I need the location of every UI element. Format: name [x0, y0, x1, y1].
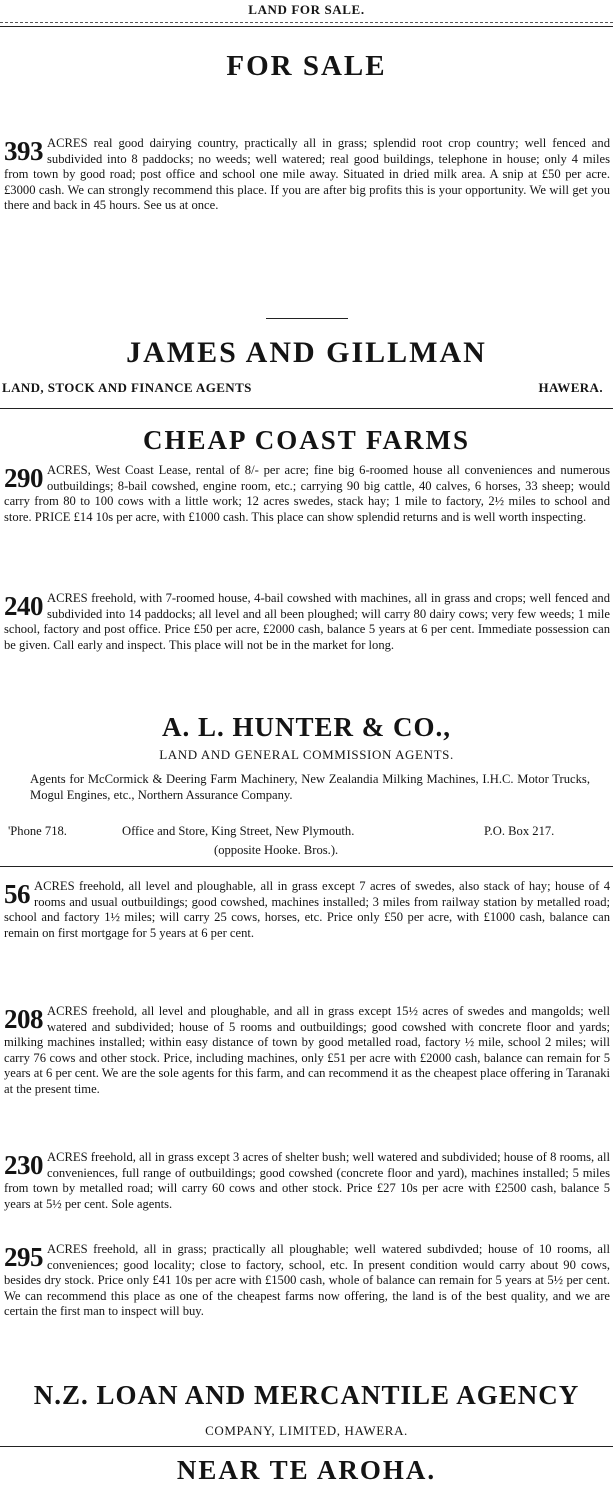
divider: [0, 26, 613, 27]
listing-acreage: 240: [4, 591, 43, 621]
agent-line: [0, 380, 613, 398]
agent-location: HAWERA.: [538, 380, 603, 395]
next-ad-heading: NEAR TE AROHA.: [176, 1455, 437, 1485]
agent-opposite: (opposite Hooke. Bros.).: [214, 843, 339, 857]
listing-text: ACRES real good dairying country, practically all in grass; splendid root crop country; well fenced and subdivided into 8 paddocks; no weeds; well watered; real good buildings, telephone in house; only 4 miles from town by good road; post office and school one mile away. Situated in dried milk area. A snip at £50 per acre. £3000 cash. We can strongly recommend this place. If you are after big profits this is your opportunity. We will get you there and back in 45 hours. See us at once.: [4, 136, 610, 212]
ad-heading: CHEAP COAST FARMS: [142, 425, 471, 455]
agent-po-box: P.O. Box 217.: [484, 824, 555, 838]
listing: [4, 1150, 610, 1212]
listing: [4, 591, 610, 653]
agent-name: A. L. HUNTER & CO.,: [161, 712, 451, 742]
divider: [0, 408, 613, 409]
agent-name: N.Z. LOAN AND MERCANTILE AGENCY: [33, 1380, 580, 1410]
divider: [0, 866, 613, 867]
listing-acreage: 295: [4, 1242, 43, 1272]
listing-text: ACRES freehold, all in grass; practically all ploughable; well watered subdivded; house of 10 rooms, all conveniences; good locality; close to factory, school, etc. In present condition would carry about 90 cows, besides dry stock. Price only £41 10s per acre with £1500 cash, whole of balance can remain for 5 years at 5½ per cent. We can recommend this place as one of the cheapest farms now offering, the land is of the best quality, and we are certain the first man to inspect will buy.: [4, 1242, 610, 1318]
agent-phone: 'Phone 718.: [8, 824, 67, 838]
agent-description: COMPANY, LIMITED, HAWERA.: [205, 1423, 408, 1438]
listing-acreage: 208: [4, 1004, 43, 1034]
agent-office: Office and Store, King Street, New Plymouth.: [122, 824, 355, 838]
listing-acreage: 56: [4, 879, 30, 909]
agent-description: LAND AND GENERAL COMMISSION AGENTS.: [159, 747, 454, 762]
listing: [4, 1242, 610, 1320]
section-heading: LAND FOR SALE.: [248, 2, 365, 17]
contact-row: [0, 824, 613, 840]
listing: [4, 136, 610, 214]
listing: [4, 463, 610, 525]
listing-text: ACRES, West Coast Lease, rental of 8/- per acre; fine big 6-roomed house all conveniences and numerous outbuildings; 8-bail cowshed, engine room, etc.; carrying 90 big cattle, 40 calves, 6 horses, 33 sheep; would carry from 80 to 100 cows with a little work; 12 acres swedes, stack hay; 1 mile to factory, 2½ miles to school and store. PRICE £14 10s per acre, with £1000 cash. This place can show splendid returns and is well worth inspecting.: [4, 463, 610, 524]
contact-row: [0, 843, 613, 859]
listing: [4, 879, 610, 941]
divider: [266, 318, 348, 319]
listing-text: ACRES freehold, all level and ploughable, and all in grass except 15½ acres of swedes and mangolds; well watered and subdivided; house of 5 rooms and outbuildings; good cowshed with concrete floor and yards; milking machines installed; within easy distance of town by good metalled road, factory ½ mile, school 2 miles; will carry 76 cows and other stock. Price, including machines, only £51 per acre with £2000 cash, balance can remain for 5 years at 6 per cent. We are the sole agents for this farm, and can recommend it as the cheapest place offering in Taranaki at the present time.: [4, 1004, 610, 1096]
listing-text: ACRES freehold, all in grass except 3 acres of shelter bush; well watered and subdivided; house of 8 rooms, all conveniences, full range of outbuildings; good cowshed (concrete floor and yard), machines installed; 5 miles from town by metalled road; will carry 60 cows and other stock. Price £27 10s per acre with £2500 cash, balance 5 years at 5½ per cent. Sole agents.: [4, 1150, 610, 1211]
listing-acreage: 290: [4, 463, 43, 493]
divider: [0, 22, 613, 23]
ad-heading: FOR SALE: [226, 50, 387, 82]
listing-text: ACRES freehold, with 7-roomed house, 4-bail cowshed with machines, all in grass and crops; well fenced and subdivided into 14 paddocks; all level and all been ploughed; will carry 80 dairy cows; very few weeds; 1 mile school, factory and post office. Price £50 per acre, £2000 cash, balance 5 years at 6 per cent. Immediate possession can be given. Call early and inspect. This place will not be in the market for long.: [4, 591, 610, 652]
listing: [4, 1004, 610, 1097]
agent-name: JAMES AND GILLMAN: [126, 336, 487, 369]
listing-acreage: 230: [4, 1150, 43, 1180]
divider: [0, 1446, 613, 1447]
listing-text: ACRES freehold, all level and ploughable, all in grass except 7 acres of swedes, also stack of hay; house of 4 rooms and usual outbuildings; good cowshed, machines installed; 3 miles from railway station by metalled road; school and factory 1½ miles; will carry 25 cows, horses, etc. Price only £50 per acre, with £1000 cash, balance can remain on first mortgage for 5 years at 6 per cent.: [4, 879, 610, 940]
listing-acreage: 393: [4, 136, 43, 166]
agent-description: LAND, STOCK AND FINANCE AGENTS: [2, 380, 252, 395]
agent-agencies: Agents for McCormick & Deering Farm Machinery, New Zealandia Milking Machines, I.H.C. Motor Trucks, Mogul Engines, etc., Northern Assurance Company.: [30, 772, 590, 802]
